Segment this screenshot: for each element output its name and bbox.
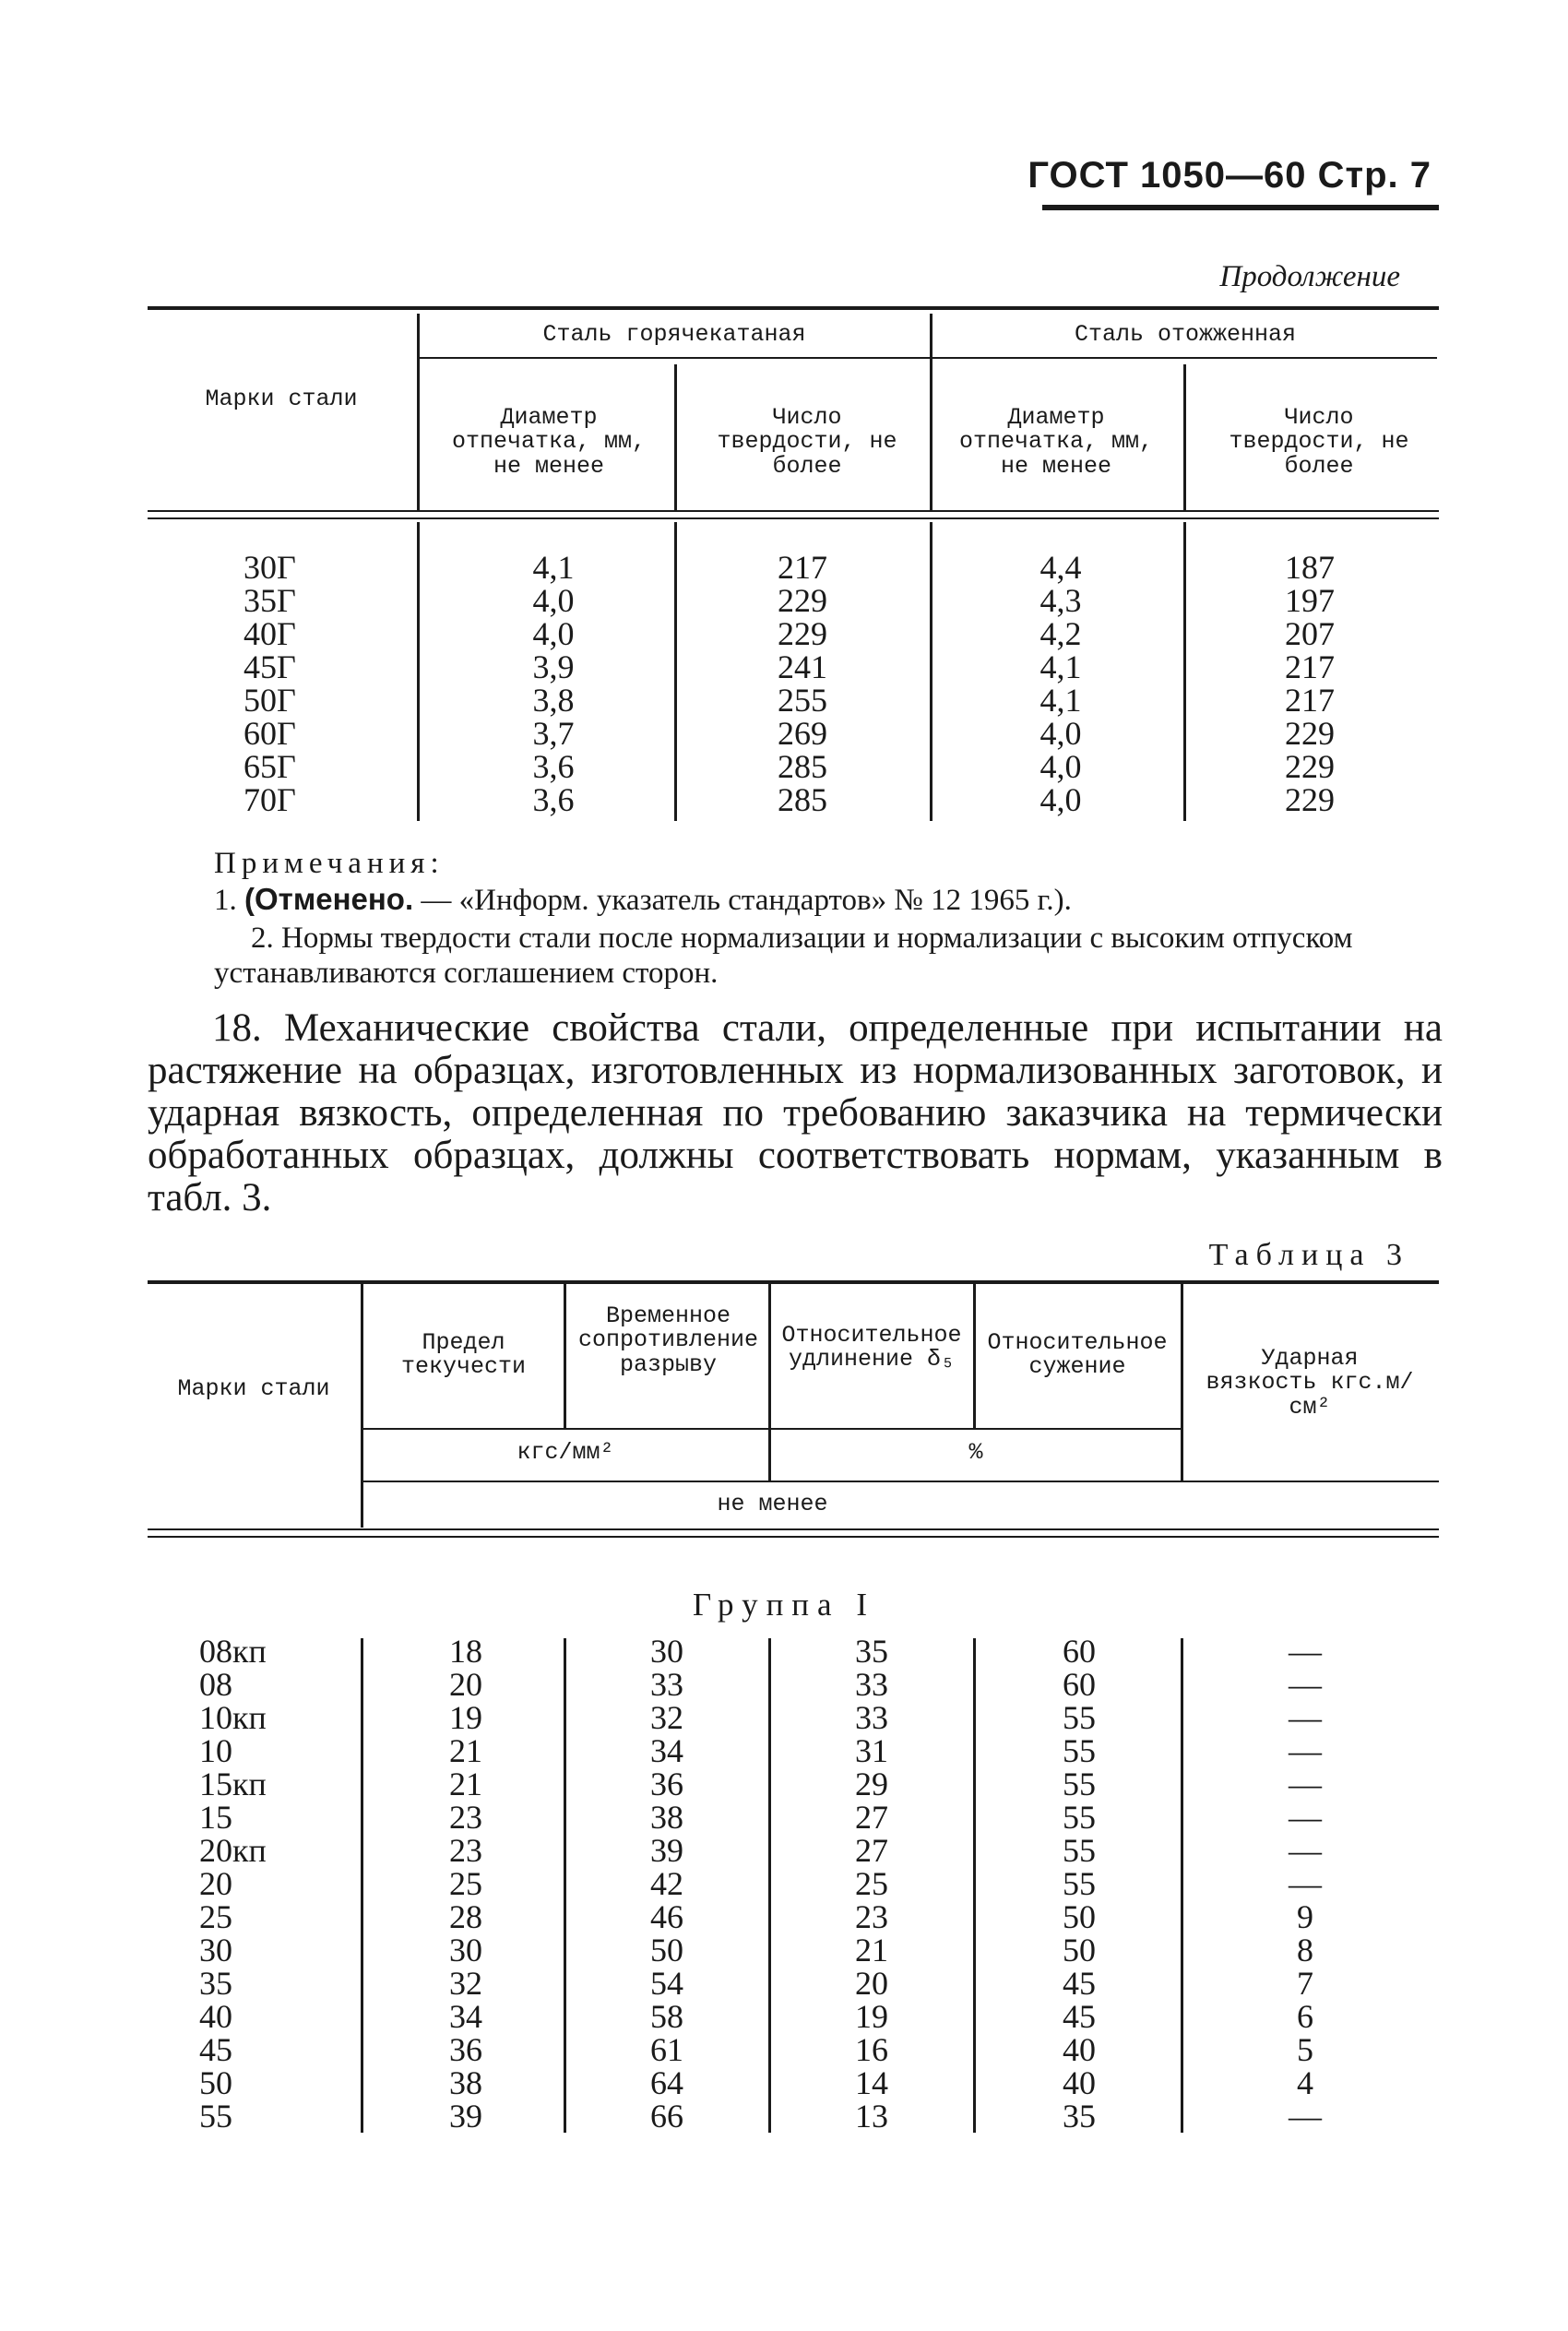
- table-cell-hot-diameter: 4,0: [532, 582, 575, 619]
- table-vline: [674, 522, 677, 821]
- table-cell-impact: 4: [1297, 2064, 1313, 2101]
- table-vline: [1181, 1284, 1183, 1481]
- table-cell-ann-diameter: 4,1: [1039, 648, 1082, 685]
- table-cell-grade: 65Г: [244, 748, 296, 785]
- table-vline: [417, 522, 420, 821]
- table-vline: [930, 314, 932, 512]
- note-1-prefix: 1.: [214, 884, 244, 917]
- table-cell-ann-diameter: 4,1: [1039, 682, 1082, 719]
- table-cell-yield: 21: [449, 1732, 482, 1769]
- table-cell-grade: 45Г: [244, 648, 296, 685]
- grade-column: [199, 1635, 347, 2133]
- unit-percent: %: [968, 1439, 983, 1466]
- table-cell-tensile: 33: [650, 1666, 683, 1703]
- note-1-bold: (Отменено.: [244, 882, 414, 916]
- table-cell-tensile: 34: [650, 1732, 683, 1769]
- table-rule-top: [148, 1280, 1439, 1284]
- table-cell-grade: 08: [199, 1666, 232, 1703]
- hot-diameter-column: [498, 551, 609, 816]
- table-cell-tensile: 32: [650, 1699, 683, 1736]
- table-vline: [361, 1638, 363, 2133]
- table-cell-impact: —: [1289, 1699, 1322, 1736]
- table-cell-hot-diameter: 3,6: [532, 748, 575, 785]
- table-cell-elongation: 25: [855, 1865, 888, 1902]
- table-cell-hot-diameter: 4,1: [532, 549, 575, 586]
- table-cell-impact: 6: [1297, 1998, 1313, 2035]
- table-vline: [1181, 1638, 1183, 2133]
- col-header-grade: Марки стали: [205, 386, 358, 412]
- table-cell-tensile: 42: [650, 1865, 683, 1902]
- table-cell-grade: 35: [199, 1965, 232, 2002]
- table-cell-tensile: 64: [650, 2064, 683, 2101]
- col-header-elongation: Относительное удлинение δ₅: [781, 1322, 962, 1374]
- table-cell-grade: 45: [199, 2031, 232, 2068]
- table-cell-grade: 15: [199, 1799, 232, 1836]
- table-cell-elongation: 29: [855, 1766, 888, 1802]
- col-header-ann-hardness: Число твердости, не более: [1229, 404, 1409, 480]
- table-cell-reduction: 45: [1063, 1998, 1096, 2035]
- header-rule: [1042, 205, 1439, 210]
- table-cell-grade: 15кп: [199, 1766, 267, 1802]
- table-cell-yield: 28: [449, 1898, 482, 1935]
- table-vline: [564, 1638, 566, 2133]
- table-cell-hot-hardness: 229: [778, 582, 827, 619]
- table-cell-ann-hardness: 229: [1285, 715, 1335, 752]
- table-cell-hot-hardness: 285: [778, 781, 827, 818]
- table-vline: [417, 314, 420, 512]
- table-cell-yield: 32: [449, 1965, 482, 2002]
- table-cell-impact: —: [1289, 1799, 1322, 1836]
- group-header-hot: Сталь горячекатаная: [542, 321, 806, 348]
- table-cell-tensile: 46: [650, 1898, 683, 1935]
- table-cell-yield: 18: [449, 1633, 482, 1670]
- group-header-annealed: Сталь отожженная: [1074, 321, 1297, 348]
- table-vline: [1183, 522, 1186, 821]
- table-cell-impact: 8: [1297, 1932, 1313, 1968]
- table-cell-grade: 40: [199, 1998, 232, 2035]
- table-cell-impact: —: [1289, 1865, 1322, 1902]
- col-header-hot-diameter: Диаметр отпечатка, мм, не менее: [451, 404, 647, 480]
- table-cell-ann-hardness: 187: [1285, 549, 1335, 586]
- col-header-yield: Предел текучести: [400, 1329, 527, 1381]
- table-rule-units: [362, 1428, 1183, 1430]
- table-cell-hot-diameter: 3,8: [532, 682, 575, 719]
- table-cell-reduction: 45: [1063, 1965, 1096, 2002]
- group-title: Группа I: [693, 1587, 875, 1623]
- table-cell-yield: 30: [449, 1932, 482, 1968]
- table-cell-elongation: 35: [855, 1633, 888, 1670]
- hot-hardness-column: [747, 551, 858, 816]
- table-rule-head-2: [148, 517, 1439, 519]
- table-cell-elongation: 14: [855, 2064, 888, 2101]
- table-cell-reduction: 35: [1063, 2098, 1096, 2135]
- table-cell-yield: 19: [449, 1699, 482, 1736]
- table-cell-ann-hardness: 217: [1285, 682, 1335, 719]
- table-cell-reduction: 50: [1063, 1932, 1096, 1968]
- table-vline: [564, 1284, 566, 1428]
- table-cell-grade: 60Г: [244, 715, 296, 752]
- table-vline: [768, 1638, 771, 2133]
- table-cell-elongation: 16: [855, 2031, 888, 2068]
- col-header-ann-diameter: Диаметр отпечатка, мм, не менее: [958, 404, 1154, 480]
- table-cell-impact: 9: [1297, 1898, 1313, 1935]
- table-cell-reduction: 55: [1063, 1832, 1096, 1869]
- table-cell-reduction: 55: [1063, 1865, 1096, 1902]
- table-vline: [973, 1638, 976, 2133]
- table-cell-tensile: 36: [650, 1766, 683, 1802]
- note-1-rest: — «Информ. указатель стандартов» № 12 1965 г.).: [413, 884, 1072, 917]
- table-cell-reduction: 55: [1063, 1766, 1096, 1802]
- table-rule-head-2: [148, 1536, 1439, 1538]
- table-cell-grade: 10: [199, 1732, 232, 1769]
- table-cell-yield: 39: [449, 2098, 482, 2135]
- table-cell-elongation: 21: [855, 1932, 888, 1968]
- table-cell-yield: 23: [449, 1832, 482, 1869]
- table-cell-ann-diameter: 4,0: [1039, 715, 1082, 752]
- table-cell-reduction: 55: [1063, 1799, 1096, 1836]
- table-cell-tensile: 58: [650, 1998, 683, 2035]
- continuation-label: Продолжение: [1219, 260, 1400, 293]
- yield-column: [415, 1635, 517, 2133]
- table-cell-reduction: 60: [1063, 1666, 1096, 1703]
- table-cell-ann-hardness: 217: [1285, 648, 1335, 685]
- table-cell-reduction: 40: [1063, 2031, 1096, 2068]
- table-cell-ann-diameter: 4,0: [1039, 781, 1082, 818]
- table-cell-tensile: 30: [650, 1633, 683, 1670]
- table-cell-grade: 50Г: [244, 682, 296, 719]
- table-cell-tensile: 50: [650, 1932, 683, 1968]
- table-cell-ann-hardness: 197: [1285, 582, 1335, 619]
- table-cell-yield: 21: [449, 1766, 482, 1802]
- table-cell-tensile: 66: [650, 2098, 683, 2135]
- table-cell-elongation: 20: [855, 1965, 888, 2002]
- table-cell-ann-diameter: 4,2: [1039, 615, 1082, 652]
- table-cell-hot-diameter: 3,9: [532, 648, 575, 685]
- table-cell-ann-diameter: 4,3: [1039, 582, 1082, 619]
- table-cell-ann-hardness: 229: [1285, 748, 1335, 785]
- impact-column: [1254, 1635, 1356, 2133]
- ann-hardness-column: [1254, 551, 1365, 816]
- table-cell-ann-diameter: 4,0: [1039, 748, 1082, 785]
- table-cell-hot-diameter: 3,6: [532, 781, 575, 818]
- table-cell-reduction: 60: [1063, 1633, 1096, 1670]
- table-cell-hot-hardness: 229: [778, 615, 827, 652]
- table-cell-reduction: 40: [1063, 2064, 1096, 2101]
- table-cell-grade: 10кп: [199, 1699, 267, 1736]
- table-cell-grade: 20кп: [199, 1832, 267, 1869]
- table-cell-impact: —: [1289, 1666, 1322, 1703]
- tensile-column: [616, 1635, 718, 2133]
- table-cell-yield: 36: [449, 2031, 482, 2068]
- table-cell-impact: —: [1289, 1633, 1322, 1670]
- grade-column: [244, 551, 373, 816]
- col-header-tensile: Временное сопротивление разрыву: [577, 1302, 759, 1378]
- table-cell-impact: —: [1289, 1832, 1322, 1869]
- table-3-label: Таблица 3: [1208, 1238, 1409, 1272]
- table-cell-elongation: 31: [855, 1732, 888, 1769]
- note-2: 2. Нормы твердости стали после нормализации и нормализации с высоким отпуском устанавливаются соглашением сторон.: [214, 922, 1353, 990]
- table-cell-hot-hardness: 285: [778, 748, 827, 785]
- table-vline: [768, 1284, 771, 1481]
- table-cell-ann-hardness: 207: [1285, 615, 1335, 652]
- table-cell-elongation: 23: [855, 1898, 888, 1935]
- col-header-grade: Марки стали: [177, 1375, 330, 1402]
- table-cell-yield: 34: [449, 1998, 482, 2035]
- table-cell-grade: 35Г: [244, 582, 296, 619]
- table-cell-yield: 20: [449, 1666, 482, 1703]
- table-vline: [674, 364, 677, 512]
- table-cell-tensile: 54: [650, 1965, 683, 2002]
- table-cell-hot-hardness: 255: [778, 682, 827, 719]
- table-cell-impact: 7: [1297, 1965, 1313, 2002]
- table-cell-elongation: 19: [855, 1998, 888, 2035]
- notes-title: Примечания:: [214, 847, 445, 880]
- table-cell-grade: 50: [199, 2064, 232, 2101]
- table-cell-hot-hardness: 217: [778, 549, 827, 586]
- table-cell-elongation: 13: [855, 2098, 888, 2135]
- table-rule-head-1: [148, 1528, 1439, 1530]
- table-cell-grade: 70Г: [244, 781, 296, 818]
- table-vline: [930, 522, 932, 821]
- clause-18: 18. Механические свойства стали, определенные при испытании на растяжение на образцах, изготовленных из нормализованных заготовок, и ударная вязкость, определенная по требованию заказчика на термически обработанных образцах, должны соответствовать нормам, указанным в табл. 3.: [148, 1006, 1443, 1219]
- table-cell-hot-diameter: 3,7: [532, 715, 575, 752]
- col-header-hot-hardness: Число твердости, не более: [717, 404, 897, 480]
- table-cell-reduction: 50: [1063, 1898, 1096, 1935]
- table-cell-tensile: 39: [650, 1832, 683, 1869]
- table-cell-reduction: 55: [1063, 1699, 1096, 1736]
- table-cell-impact: —: [1289, 1732, 1322, 1769]
- table-cell-grade: 25: [199, 1898, 232, 1935]
- table-rule-top: [148, 306, 1439, 310]
- table-cell-yield: 23: [449, 1799, 482, 1836]
- table-cell-grade: 40Г: [244, 615, 296, 652]
- table-rule-notless: [362, 1481, 1439, 1482]
- col-header-reduction: Относительное сужение: [987, 1329, 1168, 1381]
- table-cell-hot-diameter: 4,0: [532, 615, 575, 652]
- table-cell-yield: 25: [449, 1865, 482, 1902]
- page-header: ГОСТ 1050—60 Стр. 7: [1028, 155, 1431, 196]
- table-cell-impact: 5: [1297, 2031, 1313, 2068]
- table-cell-grade: 55: [199, 2098, 232, 2135]
- unit-kgs-mm2: кгс/мм²: [517, 1439, 614, 1466]
- note-1: [214, 882, 1072, 918]
- table-vline: [361, 1284, 363, 1528]
- table-cell-reduction: 55: [1063, 1732, 1096, 1769]
- table-cell-hot-hardness: 241: [778, 648, 827, 685]
- table-cell-elongation: 33: [855, 1699, 888, 1736]
- table-cell-elongation: 27: [855, 1799, 888, 1836]
- table-cell-ann-hardness: 229: [1285, 781, 1335, 818]
- table-vline: [1183, 364, 1186, 512]
- not-less-label: не менее: [717, 1491, 828, 1517]
- table-cell-grade: 08кп: [199, 1633, 267, 1670]
- col-header-impact: Ударная вязкость кгс.м/см²: [1206, 1345, 1414, 1421]
- elongation-column: [821, 1635, 922, 2133]
- table-cell-elongation: 33: [855, 1666, 888, 1703]
- table-vline: [973, 1284, 976, 1428]
- reduction-column: [1028, 1635, 1130, 2133]
- ann-diameter-column: [1005, 551, 1116, 816]
- table-cell-grade: 30Г: [244, 549, 296, 586]
- table-cell-tensile: 38: [650, 1799, 683, 1836]
- table-cell-grade: 30: [199, 1932, 232, 1968]
- table-cell-grade: 20: [199, 1865, 232, 1902]
- table-cell-elongation: 27: [855, 1832, 888, 1869]
- table-cell-tensile: 61: [650, 2031, 683, 2068]
- table-rule-group: [418, 357, 1437, 359]
- table-cell-hot-hardness: 269: [778, 715, 827, 752]
- table-cell-impact: —: [1289, 2098, 1322, 2135]
- table-cell-ann-diameter: 4,4: [1039, 549, 1082, 586]
- table-cell-yield: 38: [449, 2064, 482, 2101]
- table-cell-impact: —: [1289, 1766, 1322, 1802]
- table-rule-head-1: [148, 510, 1439, 512]
